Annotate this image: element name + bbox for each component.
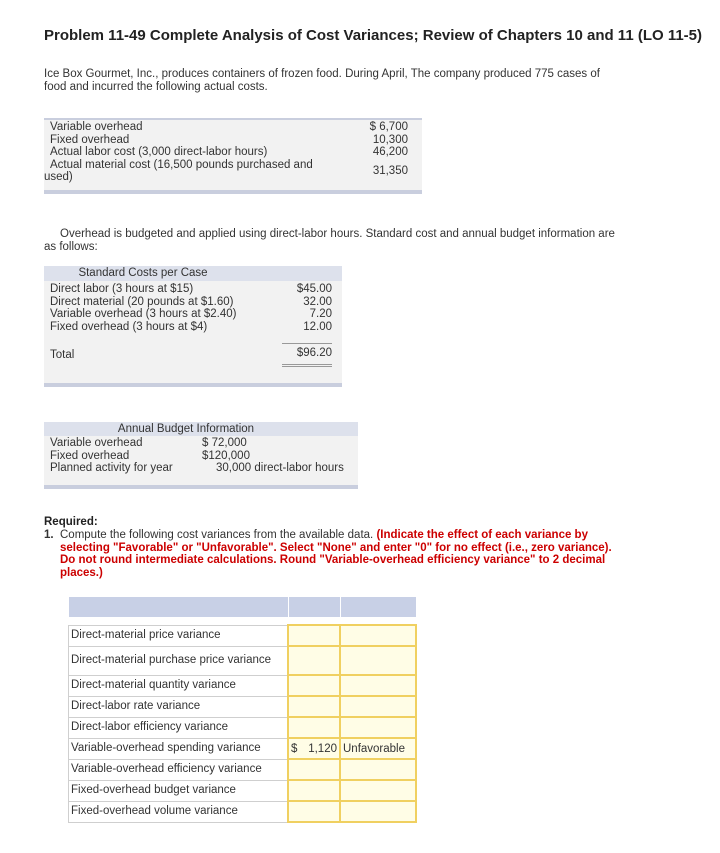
dollar-sign: $ bbox=[291, 742, 298, 755]
table-row bbox=[69, 738, 417, 759]
effect-select[interactable] bbox=[340, 801, 416, 822]
table-footer-bar bbox=[44, 383, 342, 387]
row-label: Variable overhead bbox=[50, 121, 143, 133]
table-row bbox=[44, 462, 358, 475]
row-value: $ 6,700 bbox=[369, 121, 408, 133]
total-label: Total bbox=[50, 348, 75, 361]
answer-header-row bbox=[69, 597, 417, 618]
amount-input[interactable] bbox=[288, 738, 340, 759]
overhead-intro-span: Overhead is budgeted and applied using direct-labor hours. Standard cost and annual budget information are as follows: bbox=[44, 228, 615, 253]
table-footer-bar bbox=[44, 190, 422, 194]
row-value: 32.00 bbox=[303, 295, 332, 308]
table-row bbox=[44, 134, 422, 147]
amount-value: 1,120 bbox=[308, 742, 337, 755]
header-cell bbox=[69, 597, 289, 618]
amount-input[interactable] bbox=[288, 717, 340, 738]
effect-select[interactable] bbox=[340, 625, 416, 646]
row-value: 46,200 bbox=[372, 146, 408, 158]
standard-costs-table bbox=[44, 266, 342, 387]
question-text: Compute the following cost variances from the available data. bbox=[60, 529, 374, 541]
table-row bbox=[69, 759, 417, 780]
question bbox=[44, 529, 624, 579]
table-row bbox=[69, 625, 417, 646]
row-value: 31,350 bbox=[372, 164, 408, 177]
variance-label: Direct-labor rate variance bbox=[69, 696, 289, 717]
table-row bbox=[69, 717, 417, 738]
row-label: Variable overhead bbox=[50, 437, 143, 449]
row-label: Direct material (20 pounds at $1.60) bbox=[50, 295, 234, 308]
effect-select[interactable] bbox=[340, 759, 416, 780]
question-instruction: (Indicate the effect of each variance by selecting "Favorable" or "Unfavorable". Select "None" and enter "0" for no effect (i.e., zero variance). Do not round intermediate calculations. Round "Variable-overhead efficiency variance" to 2 decimal places.) bbox=[60, 529, 612, 579]
table-row bbox=[44, 283, 342, 296]
standard-costs-heading: Standard Costs per Case bbox=[44, 266, 342, 281]
row-label: Fixed overhead (3 hours at $4) bbox=[50, 320, 208, 333]
variance-label: Direct-labor efficiency variance bbox=[69, 717, 289, 738]
amount-input[interactable] bbox=[288, 675, 340, 696]
effect-select[interactable] bbox=[340, 717, 416, 738]
spacer-row bbox=[69, 618, 417, 626]
variance-label: Direct-material price variance bbox=[69, 625, 289, 646]
effect-select[interactable]: Unfavorable bbox=[340, 738, 416, 759]
variance-label: Fixed-overhead budget variance bbox=[69, 780, 289, 801]
header-cell bbox=[288, 597, 340, 618]
header-cell bbox=[340, 597, 416, 618]
table-row bbox=[44, 296, 342, 309]
row-value: 10,300 bbox=[372, 133, 408, 146]
row-value: 7.20 bbox=[309, 308, 332, 320]
table-row bbox=[69, 646, 417, 675]
variance-label: Variable-overhead spending variance bbox=[69, 738, 289, 759]
table-row bbox=[44, 437, 358, 450]
variance-label: Direct-material quantity variance bbox=[69, 675, 289, 696]
amount-input[interactable] bbox=[288, 696, 340, 717]
row-value: 12.00 bbox=[303, 320, 332, 333]
total-row bbox=[44, 343, 342, 367]
row-label: Fixed overhead bbox=[50, 133, 130, 146]
row-label: Actual material cost (16,500 pounds purchased and used) bbox=[44, 158, 313, 183]
variance-label: Direct-material purchase price variance bbox=[69, 646, 289, 675]
required-label: Required: bbox=[44, 516, 98, 528]
table-row bbox=[44, 159, 422, 184]
table-row bbox=[44, 308, 342, 321]
table-footer-bar bbox=[44, 485, 358, 489]
budget-heading: Annual Budget Information bbox=[44, 422, 358, 436]
table-row bbox=[44, 121, 422, 134]
amount-input[interactable] bbox=[288, 801, 340, 822]
effect-select[interactable] bbox=[340, 696, 416, 717]
table-row bbox=[69, 780, 417, 801]
amount-input[interactable] bbox=[288, 646, 340, 675]
actual-costs-table bbox=[44, 118, 422, 194]
table-row bbox=[69, 801, 417, 822]
question-number: 1. bbox=[44, 529, 54, 541]
row-label: Variable overhead (3 hours at $2.40) bbox=[50, 308, 237, 320]
row-value: $ 72,000 bbox=[202, 437, 247, 449]
spacer-cell bbox=[69, 618, 417, 626]
variance-label: Fixed-overhead volume variance bbox=[69, 801, 289, 822]
effect-select[interactable] bbox=[340, 675, 416, 696]
table-row bbox=[44, 321, 342, 334]
row-label: Planned activity for year bbox=[50, 462, 173, 474]
annual-budget-table bbox=[44, 422, 358, 489]
amount-input[interactable] bbox=[288, 759, 340, 780]
table-row bbox=[44, 450, 358, 463]
row-label: Actual labor cost (3,000 direct-labor hours) bbox=[50, 146, 268, 158]
amount-input[interactable] bbox=[288, 625, 340, 646]
page-title: Problem 11-49 Complete Analysis of Cost Variances; Review of Chapters 10 and 11 (LO 11-5) bbox=[44, 27, 703, 44]
table-row bbox=[44, 146, 422, 159]
table-header-bar bbox=[44, 118, 422, 120]
row-value: 30,000 direct-labor hours bbox=[216, 462, 344, 474]
row-value: $120,000 bbox=[202, 449, 250, 462]
row-label: Direct labor (3 hours at $15) bbox=[50, 283, 194, 295]
intro-text: Ice Box Gourmet, Inc., produces containers of frozen food. During April, The company produced 775 cases of food and incurred the following actual costs. bbox=[44, 68, 600, 93]
effect-select[interactable] bbox=[340, 780, 416, 801]
table-row bbox=[69, 675, 417, 696]
amount-input[interactable] bbox=[288, 780, 340, 801]
row-label: Fixed overhead bbox=[50, 449, 130, 462]
question-body bbox=[60, 529, 624, 579]
table-row bbox=[69, 696, 417, 717]
total-value: $96.20 bbox=[282, 343, 332, 367]
overhead-intro-text bbox=[44, 228, 624, 254]
effect-select[interactable] bbox=[340, 646, 416, 675]
row-value: $45.00 bbox=[296, 283, 332, 295]
variance-label: Variable-overhead efficiency variance bbox=[69, 759, 289, 780]
variance-answer-table bbox=[68, 596, 417, 823]
